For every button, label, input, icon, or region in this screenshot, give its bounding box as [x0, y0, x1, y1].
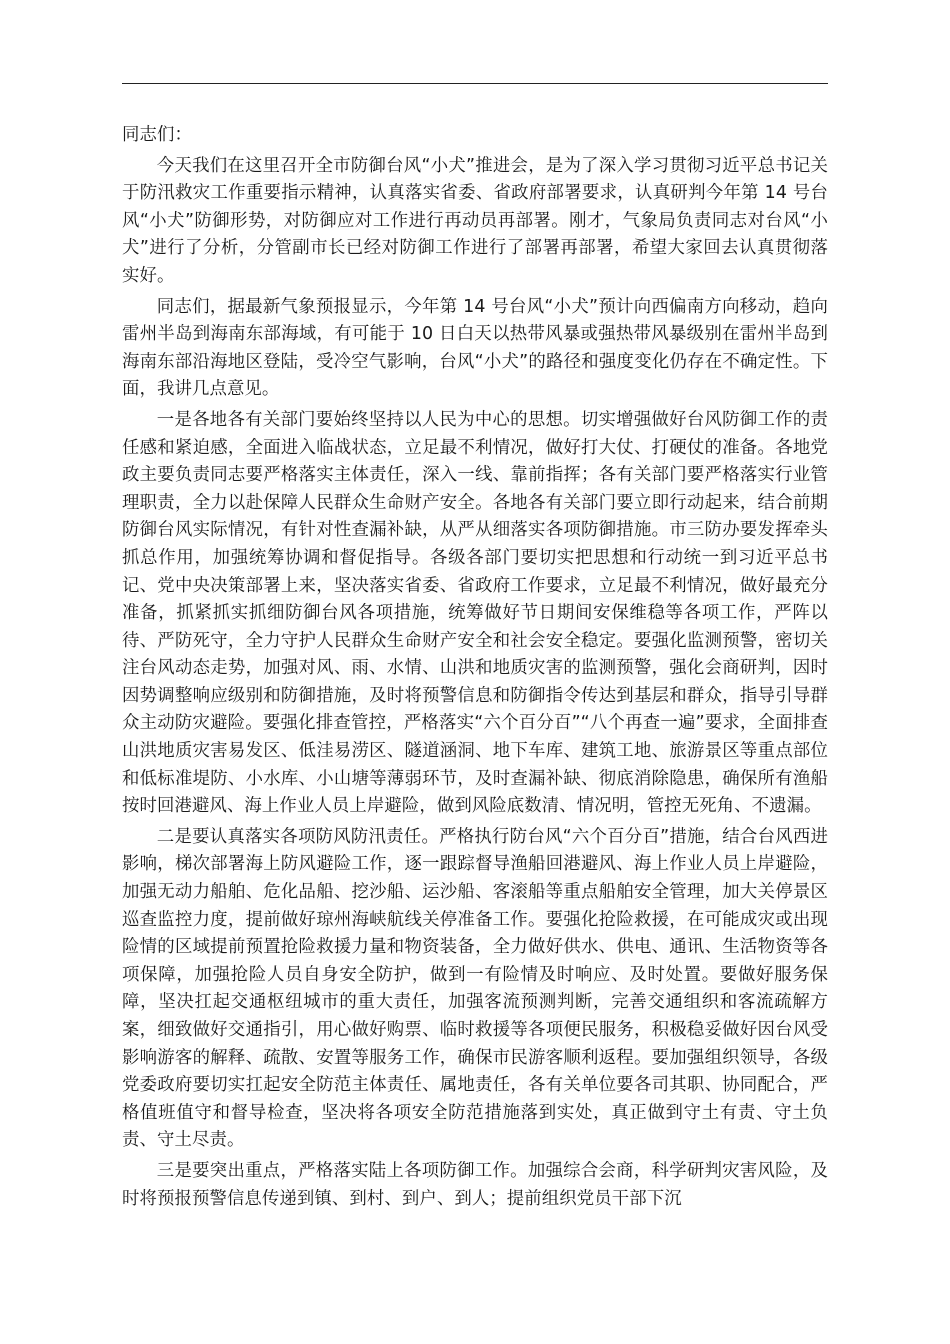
paragraph-point-three: 三是要突出重点，严格落实陆上各项防御工作。加强综合会商，科学研判灾害风险，及时将预报预警信息传递到镇、到村、到户、到人；提前组织党员干部下沉 — [122, 1160, 828, 1209]
paragraph-point-two: 二是要认真落实各项防风防汛责任。严格执行防台风“六个百分百”措施，结合台风西进影响，梯次部署海上防风避险工作，逐一跟踪督导渔船回港避风、海上作业人员上岸避险，加强无动力船舶、危化品船、挖沙船、运沙船、客滚船等重点船舶安全管理，加大关停景区巡查监控力度，提前做好琼州海峡航线关停准备工作。要强化抢险救援，在可能成灾或出现险情的区域提前预置抢险救援力量和物资装备，全力做好供水、供电、通讯、生活物资等各项保障，加强抢险人员自身安全防护，做到一有险情及时响应、及时处置。要做好服务保障，坚决扛起交通枢纽城市的重大责任，加强客流预测判断，完善交通组织和客流疏解方案，细致做好交通指引，用心做好购票、临时救援等各项便民服务，积极稳妥做好因台风受影响游客的解释、疏散、安置等服务工作，确保市民游客顺利返程。要加强组织领导，各级党委政府要切实扛起安全防范主体责任、属地责任，各有关单位要各司其职、协同配合，严格值班值守和督导检查，坚决将各项安全防范措施落到实处，真正做到守土有责、守土负责、守土尽责。 — [122, 826, 828, 1151]
salutation: 同志们： — [122, 125, 192, 145]
paragraph-opening: 今天我们在这里召开全市防御台风“小犬”推进会，是为了深入学习贯彻习近平总书记关于防汛救灾工作重要指示精神，认真落实省委、省政府部署要求，认真研判今年第 14 号台风“小犬”防御形势，对防御应对工作进行再动员再部署。刚才，气象局负责同志对台风“小犬”进行了分析，分管副市长已经对防御工作进行了部署再部署，希望大家回去认真贯彻落实好。 — [122, 155, 828, 286]
paragraph-point-one: 一是各地各有关部门要始终坚持以人民为中心的思想。切实增强做好台风防御工作的责任感和紧迫感，全面进入临战状态，立足最不利情况，做好打大仗、打硬仗的准备。各地党政主要负责同志要严格落实主体责任，深入一线、靠前指挥；各有关部门要严格落实行业管理职责，全力以赴保障人民群众生命财产安全。各地各有关部门要立即行动起来，结合前期防御台风实际情况，有针对性查漏补缺，从严从细落实各项防御措施。市三防办要发挥牵头抓总作用，加强统筹协调和督促指导。各级各部门要切实把思想和行动统一到习近平总书记、党中央决策部署上来，坚决落实省委、省政府工作要求，立足最不利情况，做好最充分准备，抓紧抓实抓细防御台风各项措施，统筹做好节日期间安保维稳等各项工作，严阵以待、严防死守，全力守护人民群众生命财产安全和社会安全稳定。要强化监测预警，密切关注台风动态走势，加强对风、雨、水情、山洪和地质灾害的监测预警，强化会商研判，因时因势调整响应级别和防御措施，及时将预警信息和防御指令传达到基层和群众，指导引导群众主动防灾避险。要强化排查管控，严格落实“六个百分百”“八个再查一遍”要求，全面排查山洪地质灾害易发区、低洼易涝区、隧道涵洞、地下车库、建筑工地、旅游景区等重点部位和低标准堤防、小水库、小山塘等薄弱环节，及时查漏补缺、彻底消除隐患，确保所有渔船按时回港避风、海上作业人员上岸避险，做到风险底数清、情况明，管控无死角、不遗漏。 — [122, 409, 828, 817]
header-rule — [122, 83, 828, 84]
document-body — [122, 122, 828, 1213]
paragraph-forecast: 同志们，据最新气象预报显示，今年第 14 号台风“小犬”预计向西偏南方向移动，趋向雷州半岛到海南东部海域，有可能于 10 日白天以热带风暴或强热带风暴级别在雷州半岛到海南东部沿海地区登陆，受冷空气影响，台风“小犬”的路径和强度变化仍存在不确定性。下面，我讲几点意见。 — [122, 296, 828, 400]
